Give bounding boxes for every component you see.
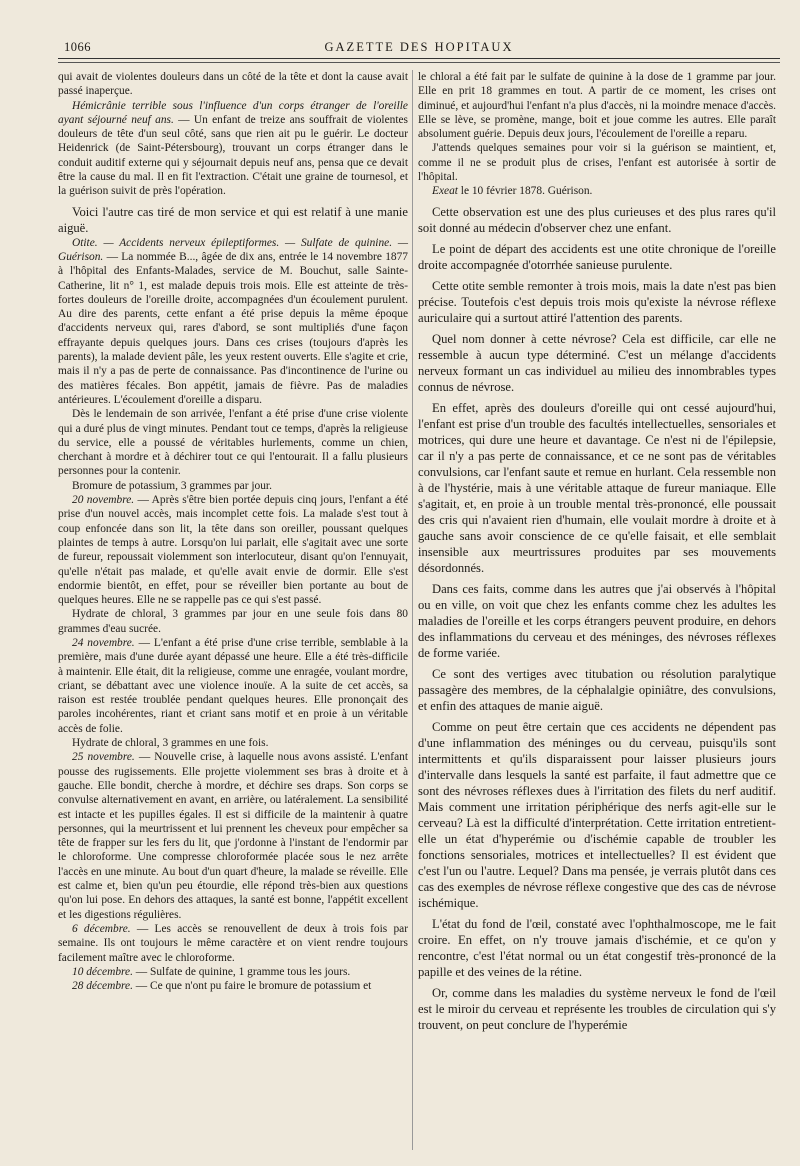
journal-title: GAZETTE DES HOPITAUX xyxy=(324,40,514,54)
paragraph-text: — Après s'être bien portée depuis cinq jours, l'enfant a été prise d'un nouvel accès, mais incomplet cette fois. La malade s'est tout à coup enfoncée dans son lit, la tête dans son oreiller, poussant quelques plaintes de temps à autre. Lorsqu'on lui parlait, elle s'agitait avec une sorte de fureur, repoussait violemment son interlocuteur, disant qu'on l'ennuyait, qu'elle n'était pas malade, et qu'elle avait envie de dormir. Elle s'est endormie bientôt, en effet, pour se réveiller bien portante au bout de quelques heures. Elle ne se rappelle pas ce qui s'est passé. xyxy=(58,494,408,607)
header-rule xyxy=(58,58,780,59)
paragraph xyxy=(58,479,408,493)
paragraph xyxy=(58,636,408,736)
paragraph-text: — Ce que n'ont pu faire le bromure de potassium et xyxy=(132,980,372,993)
paragraph xyxy=(418,916,776,980)
paragraph-text: Cette otite semble remonter à trois mois, mais la date n'est pas bien précise. Toutefois c'est depuis trois mois qu'existe la névrose réflexe auriculaire qui a surtout attiré l'attention des parents. xyxy=(418,278,776,325)
paragraph-text: — Un enfant de treize ans souffrait de violentes douleurs de tête d'un seul côté, sans que rien ait pu le guérir. Le docteur Heidenrick (de Saint-Pétersbourg), trouvant un corps étranger dans le conduit auditif externe qui y séjournait depuis neuf ans, pensa que ce devait être la cause du mal. Il en fit l'extraction. C'était une graine de tournesol, et la guérison suivit de près l'opération. xyxy=(58,113,408,198)
paragraph xyxy=(418,278,776,326)
paragraph-text: Dès le lendemain de son arrivée, l'enfant a été prise d'une crise violente qui a duré plus de vingt minutes. Pendant tout ce temps, d'après la religieuse du service, elle a poussé de véritables hurlements, comme un chien, cherchant à mordre et à déchirer tout ce qui l'entourait. Il a fallu plusieurs personnes pour la contenir. xyxy=(58,408,408,478)
paragraph xyxy=(418,400,776,576)
paragraph-text: Hydrate de chloral, 3 grammes en une fois. xyxy=(72,737,269,750)
paragraph xyxy=(58,922,408,965)
paragraph xyxy=(418,70,776,141)
paragraph-text: Quel nom donner à cette névrose? Cela est difficile, car elle ne ressemble à aucun type déterminé. C'est un mélange d'accidents nerveux formant un cas individuel au milieu des innombrables types connus de névrose. xyxy=(418,331,776,394)
paragraph xyxy=(418,331,776,395)
paragraph xyxy=(58,407,408,478)
paragraph xyxy=(58,607,408,636)
paragraph-text: — Les accès se renouvellent de deux à trois fois par semaine. Ils ont toujours le même caractère et on vient rendre toujours facilement maître avec le chloroforme. xyxy=(58,922,408,964)
paragraph xyxy=(58,99,408,199)
paragraph xyxy=(418,184,776,198)
right-column xyxy=(418,70,776,1033)
paragraph-text: — Nouvelle crise, à laquelle nous avons assisté. L'enfant pousse des rugissements. Elle projette violemment ses bras à droite et à gauche. Elle bondit, cherche à mordre, et déchire ses draps. Son corps se convulse alternativement en avant, en arrière, ou latéralement. La sensibilité est intacte et les pupilles égales. Il est si difficile de la maintenir à quatre personnes, qui la meurtrissent et lui prennent les cheveux pour empêcher sa tête de frapper sur les fers du lit, que j'ordonne à l'instant de l'endormir par le chloroforme. Une compresse chloroformée placée sous le nez arrête l'accès en une minute. Au bout d'un quart d'heure, la malade se réveille. Elle est calme et, bien qu'un peu étourdie, elle répond très-bien aux questions qu'on lui pose. En dehors des attaques, la santé est bonne, l'appétit excellent et les digestions régulières. xyxy=(58,751,408,921)
paragraph-text: — L'enfant a été prise d'une crise terrible, semblable à la première, mais d'une durée ayant dépassé une heure. Elle a été très-difficile à maintenir. Elle était, dit la religieuse, comme une enragée, voulant mordre, criant, se débattant avec une violence inouïe. A la suite de cet accès, sa raison est restée troublée pendant quelques heures. Elle prononçait des paroles incohérentes, riant et criant sans motif et en proie à un véritable accès de folie. xyxy=(58,636,409,735)
paragraph-text: qui avait de violentes douleurs dans un côté de la tête et dont la cause avait passé inaperçue. xyxy=(58,71,408,98)
paragraph xyxy=(58,493,408,607)
paragraph xyxy=(418,141,776,184)
paragraph-lead: 6 décembre. xyxy=(72,922,131,935)
paragraph xyxy=(58,70,408,99)
paragraph-text: — La nommée B..., âgée de dix ans, entrée le 14 novembre 1877 à l'hôpital des Enfants-Malades, service de M. Bouchut, salle Sainte-Catherine, lit n° 1, est malade depuis trois mois. Elle est atteinte de très-fortes douleurs de l'oreille droite, accompagnées d'un écoulement purulent. Au dire des parents, cette enfant a été prise depuis la même époque d'accidents nerveux qui, rares d'abord, se sont multipliés d'une façon effrayante depuis quelques jours. Dans ces crises (toujours d'après les parents), la malade devient pâle, les yeux restent ouverts. Elle s'agite et crie, mais il n'y a pas de perte de connaissance. Pas d'incontinence de l'urine ou des matières fécales. Bon appétit, jamais de fièvre. Pas de maladies antérieures. L'écoulement d'oreille a disparu. xyxy=(58,250,408,406)
paragraph-lead: Exeat xyxy=(432,185,458,198)
paragraph-text: En effet, après des douleurs d'oreille qui ont cessé aujourd'hui, l'enfant est prise d'un trouble des facultés intellectuelles, sensoriales et motrices, qui dure une heure et davantage. Ce n'est ni de l'épilepsie, car il n'y a pas perte de connaissance, et ce ne sont pas de véritables convulsions, car l'enfant saute et remue en hurlant. Cela ressemble non à de l'hystérie, mais à une véritable attaque de fureur maniaque. Elle s'agitait, et, en proie à un trouble mental très-prononcé, elle poussait des cris qui n'avaient rien d'humain, elle voulait mordre à droite et à gauche sans avoir conscience de ce qu'elle faisait, et elle semblait insensible aux meurtrissures produites par ses mouvements désordonnés. xyxy=(418,400,776,575)
paragraph xyxy=(58,204,408,236)
paragraph xyxy=(58,736,408,750)
page-header xyxy=(58,36,780,58)
column-divider xyxy=(412,70,413,1150)
paragraph xyxy=(58,965,408,979)
paragraph xyxy=(58,236,408,408)
paragraph xyxy=(418,666,776,714)
paragraph-text: Or, comme dans les maladies du système nerveux le fond de l'œil est le miroir du cerveau et représente les troubles de circulation qui s'y trouvent, on peut conclure de l'hyperémie xyxy=(418,985,776,1032)
paragraph xyxy=(418,204,776,236)
paragraph-text: Comme on peut être certain que ces accidents ne dépendent pas d'une inflammation des méninges ou du cerveau, puisqu'ils sont intermittents et qu'ils disparaissent pour laisser plusieurs jours d'intervalle dans lesquels la santé est parfaite, il faut admettre que ce sont des névroses réflexes dues à l'irritation des filets du nerf auditif. Mais comment une irritation périphérique des nerfs agit-elle sur le cerveau? Là est la difficulté d'interprétation. Cette irritation entretient-elle un état d'hyperémie ou d'ischémie capable de troubler les fonctions sensoriales, motrices et intellectuelles? Il est évident que c'est l'un ou l'autre. Lequel? Dans ma pensée, je verrais plutôt dans ces cas des exemples de névrose réflexe congestive que des cas de névrose ischémique. xyxy=(418,719,776,910)
paragraph-text: Ce sont des vertiges avec titubation ou résolution paralytique passagère des membres, de la céphalalgie opiniâtre, des convulsions, et enfin des attaques de manie aiguë. xyxy=(418,666,776,713)
paragraph-text: Bromure de potassium, 3 grammes par jour. xyxy=(72,479,272,492)
paragraph-text: — Sulfate de quinine, 1 gramme tous les jours. xyxy=(132,965,351,978)
left-column xyxy=(58,70,408,993)
paragraph-lead: 10 décembre. xyxy=(72,965,133,978)
paragraph-text: Cette observation est une des plus curieuses et des plus rares qu'il soit donné au médecin d'observer chez une enfant. xyxy=(418,204,776,235)
paragraph-lead: Hémicrânie terrible sous l'influence d'un corps étranger de l'oreille ayant séjourné neuf ans. xyxy=(58,99,408,126)
paragraph-text: le 10 février 1878. Guérison. xyxy=(457,185,593,198)
paragraph-text: Le point de départ des accidents est une otite chronique de l'oreille droite accompagnée d'otorrhée sanieuse purulente. xyxy=(418,241,776,272)
page-number: 1066 xyxy=(64,40,91,54)
paragraph-text: Voici l'autre cas tiré de mon service et qui est relatif à une manie aiguë. xyxy=(58,204,408,235)
paragraph-lead: 28 décembre. xyxy=(72,980,133,993)
paragraph-text: le chloral a été fait par le sulfate de quinine à la dose de 1 gramme par jour. Elle en prit 18 grammes en tout. A partir de ce moment, les crises ont diminué, et aujourd'hui l'enfant n'a plus d'accès, ni la moindre menace d'accès. Elle se lève, se promène, mange, boit et joue comme les autres. Elle paraît absolument guérie. Depuis deux jours, l'écoulement de l'oreille a reparu. xyxy=(418,71,776,141)
paragraph-lead: 24 novembre. xyxy=(72,636,135,649)
paragraph xyxy=(418,241,776,273)
paragraph-text: J'attends quelques semaines pour voir si la guérison se maintient, et, comme il ne se produit plus de crises, l'enfant est autorisée à sortir de l'hôpital. xyxy=(418,142,776,184)
paragraph xyxy=(58,979,408,993)
paragraph-lead: Otite. — Accidents nerveux épileptiformes. — Sulfate de quinine. — Guérison. xyxy=(58,236,408,263)
paragraph-text: Hydrate de chloral, 3 grammes par jour en une seule fois dans 80 grammes d'eau sucrée. xyxy=(58,608,408,635)
paragraph xyxy=(418,581,776,661)
header-rule-thin xyxy=(58,62,780,63)
paragraph xyxy=(58,750,408,922)
paragraph-text: Dans ces faits, comme dans les autres que j'ai observés à l'hôpital ou en ville, on voit que chez les enfants comme chez les adultes les maladies de l'oreille et les corps étrangers peuvent produire, en dehors des inflammations du cerveau et des méninges, des névroses réflexes de forme variée. xyxy=(418,581,776,660)
paragraph-lead: 20 novembre. xyxy=(72,494,135,507)
paragraph xyxy=(418,985,776,1033)
paragraph-lead: 25 novembre. xyxy=(72,751,135,764)
paragraph-text: L'état du fond de l'œil, constaté avec l'ophthalmoscope, me le fait croire. En effet, on n'y trouve jamais d'ischémie, et ce qu'on y rencontre, c'est l'état normal ou un état congestif très-prononcé de la papille et des veines de la rétine. xyxy=(418,916,776,979)
paragraph xyxy=(418,719,776,911)
